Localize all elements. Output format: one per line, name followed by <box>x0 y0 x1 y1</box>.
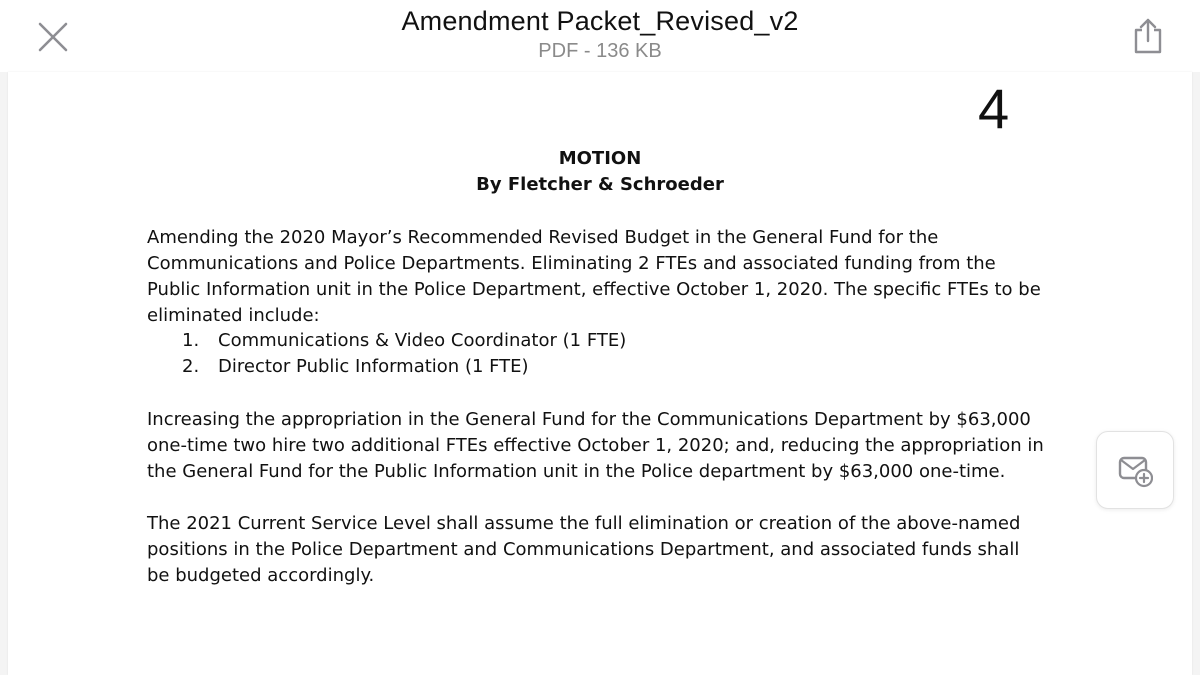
list-item-number: 1. <box>182 330 200 351</box>
list-item <box>182 354 626 380</box>
paragraph-amendment: Amending the 2020 Mayor’s Recommended Revised Budget in the General Fund for the Communications and Police Departments. Eliminating 2 FTEs and associated funding from the Public Information unit in the Police Department, effective October 1, 2020. The specific FTEs to be eliminated include: <box>147 227 1041 326</box>
list-item-text: Director Public Information (1 FTE) <box>218 356 529 377</box>
markup-button[interactable] <box>1096 431 1174 509</box>
fte-list <box>182 328 626 380</box>
pdf-page <box>8 72 1192 675</box>
list-item-number: 2. <box>182 356 200 377</box>
share-button[interactable] <box>1130 16 1166 56</box>
pdf-viewer[interactable] <box>0 72 1200 675</box>
list-item <box>182 328 626 354</box>
list-item-text: Communications & Video Coordinator (1 FTE) <box>218 330 627 351</box>
share-icon <box>1130 16 1166 56</box>
document-file-info: PDF - 136 KB <box>538 40 662 62</box>
viewer-header <box>0 0 1200 73</box>
document-title: Amendment Packet_Revised_v2 <box>401 6 799 36</box>
paragraph-appropriation: Increasing the appropriation in the General Fund for the Communications Department by $63,000 one-time two hire two additional FTEs effective October 1, 2020; and, reducing the appropriation in the General Fund for the Public Information unit in the Police department by $63,000 one-time. <box>147 409 1044 482</box>
motion-sponsors: By Fletcher & Schroeder <box>476 174 724 195</box>
motion-heading: MOTION <box>558 148 642 169</box>
markup-add-icon <box>1117 452 1153 488</box>
page-number: 4 <box>978 77 1010 140</box>
paragraph-service-level: The 2021 Current Service Level shall assume the full elimination or creation of the above-named positions in the Police Department and Communications Department, and associated funds shall be budgeted accordingly. <box>147 513 1021 586</box>
